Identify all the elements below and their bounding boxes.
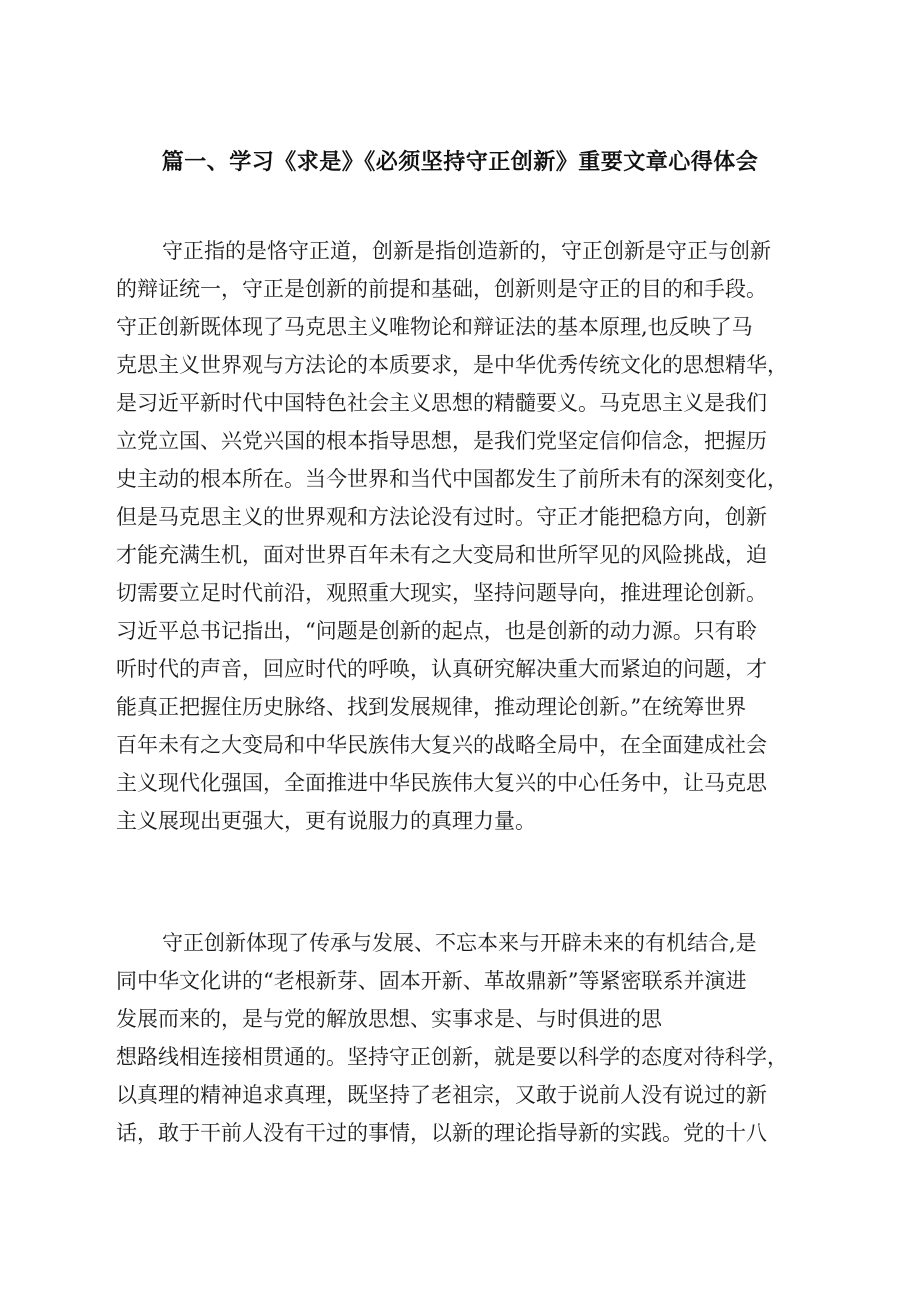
text-line: 守正创新既体现了马克思主义唯物论和辩证法的基本原理,也反映了马 <box>116 315 753 339</box>
text-line: 守正指的是恪守正道，创新是指创造新的，守正创新是守正与创新 <box>162 239 771 263</box>
text-line: 是习近平新时代中国特色社会主义思想的精髓要义。马克思主义是我们 <box>116 391 767 415</box>
text-line: 守正创新体现了传承与发展、不忘本来与开辟未来的有机结合,是 <box>162 931 757 955</box>
text-line: 听时代的声音，回应时代的呼唤，认真研究解决重大而紧迫的问题，才 <box>116 657 767 681</box>
text-line: 切需要立足时代前沿，观照重大现实，坚持问题导向，推进理论创新。 <box>116 581 767 605</box>
text-line: 史主动的根本所在。当今世界和当代中国都发生了前所未有的深刻变化， <box>116 467 788 491</box>
paragraph-1 <box>116 232 834 840</box>
text-line: 克思主义世界观与方法论的本质要求，是中华优秀传统文化的思想精华， <box>116 353 788 377</box>
text-line: 主义展现出更强大，更有说服力的真理力量。 <box>116 809 536 833</box>
text-line: 发展而来的，是与党的解放思想、实事求是、与时俱进的思 <box>116 1007 662 1031</box>
text-line: 的辩证统一，守正是创新的前提和基础，创新则是守正的目的和手段。 <box>116 277 767 301</box>
document-title: 篇一、学习《求是》《必须坚持守正创新》重要文章心得体会 <box>161 150 759 175</box>
text-line: 话，敢于干前人没有干过的事情，以新的理论指导新的实践。党的十八 <box>116 1121 767 1145</box>
text-line: 百年未有之大变局和中华民族伟大复兴的战略全局中，在全面建成社会 <box>116 733 767 757</box>
text-line: 才能充满生机，面对世界百年未有之大变局和世所罕见的风险挑战，迫 <box>116 543 767 567</box>
text-line: 主义现代化强国，全面推进中华民族伟大复兴的中心任务中，让马克思 <box>116 771 767 795</box>
paragraph-2 <box>116 924 834 1152</box>
text-line: 以真理的精神追求真理，既坚持了老祖宗，又敢于说前人没有说过的新 <box>116 1083 767 1107</box>
text-line: 习近平总书记指出，“问题是创新的起点，也是创新的动力源。只有聆 <box>116 619 757 643</box>
text-line: 同中华文化讲的“老根新芽、固本开新、革故鼎新”等紧密联系并演进 <box>116 969 747 993</box>
text-line: 立党立国、兴党兴国的根本指导思想，是我们党坚定信仰信念，把握历 <box>116 429 767 453</box>
text-line: 但是马克思主义的世界观和方法论没有过时。守正才能把稳方向，创新 <box>116 505 767 529</box>
text-line: 想路线相连接相贯通的。坚持守正创新，就是要以科学的态度对待科学， <box>116 1045 788 1069</box>
text-line: 能真正把握住历史脉络、找到发展规律，推动理论创新。”在统筹世界 <box>116 695 747 719</box>
